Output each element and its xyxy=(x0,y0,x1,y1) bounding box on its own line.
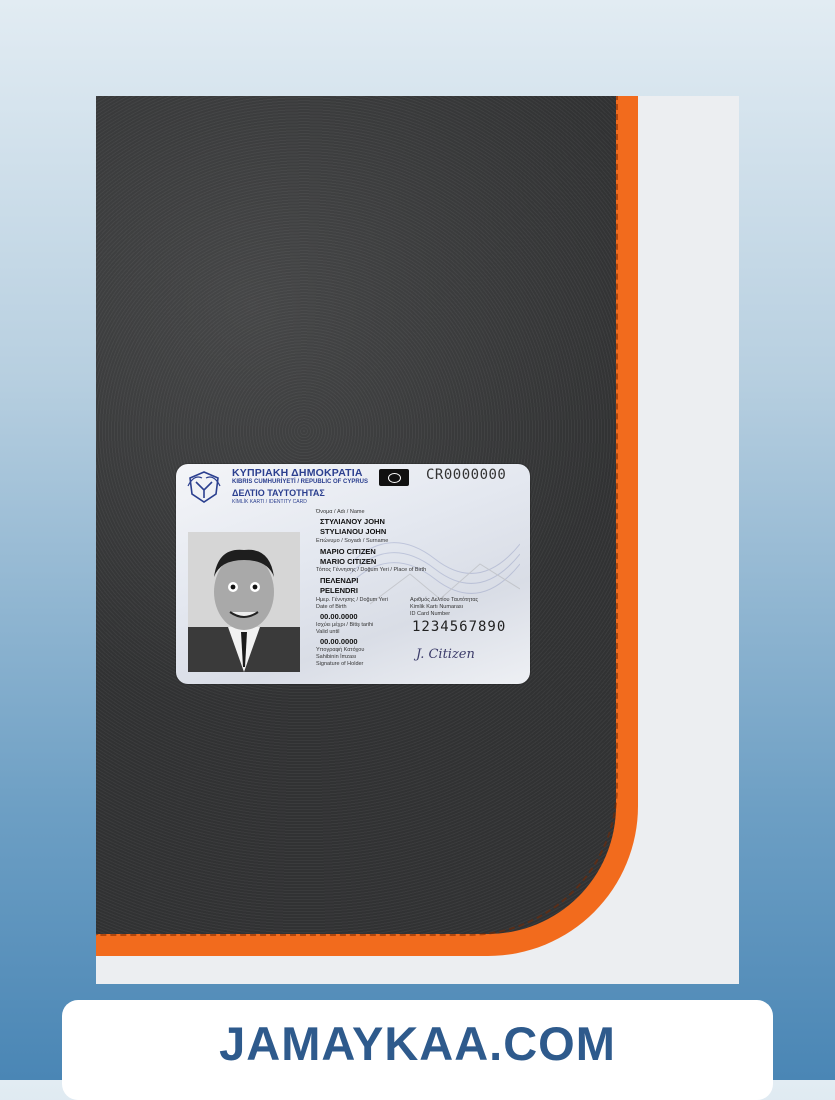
expiry-value: 00.00.0000 xyxy=(320,637,358,646)
surname-label: Επώνυμο / Soyadı / Surname xyxy=(316,538,389,544)
id-number-value: 1234567890 xyxy=(412,619,507,635)
dob-label: Ημερ. Γέννησης / Doğum Yeri xyxy=(316,597,388,603)
card-number-top: CR0000000 xyxy=(426,467,507,483)
card-issuer-translit: KIBRIS CUMHURİYETİ / REPUBLIC OF CYPRUS xyxy=(232,479,369,485)
signature-label-en: Signature of Holder xyxy=(316,661,364,667)
name-greek: ΣΤΥΛΙΑΝΟΥ JOHN xyxy=(320,517,385,526)
dob-label-en: Date of Birth xyxy=(316,604,347,610)
name-label: Όνομα / Adı / Name xyxy=(316,509,365,515)
identity-card xyxy=(176,464,530,684)
expiry-label-en: Valid until xyxy=(316,629,340,635)
signature-label-tr: Sahibinin İmzası xyxy=(316,654,357,660)
name-latin: STYLIANOU JOHN xyxy=(320,527,387,536)
cyprus-emblem-icon xyxy=(184,468,224,506)
dob-value: 00.00.0000 xyxy=(320,612,358,621)
card-issuer-greek: ΚΥΠΡΙΑΚΗ ΔΗΜΟΚΡΑΤΙΑ xyxy=(232,467,363,479)
id-number-label-en: ID Card Number xyxy=(410,611,451,617)
holder-signature: J. Citizen xyxy=(416,647,475,662)
site-name: JAMAYKAA.COM xyxy=(219,1017,616,1070)
site-banner xyxy=(62,1000,773,1100)
product-photo xyxy=(96,96,739,984)
card-doc-title: ΔΕΛΤΙΟ ΤΑΥΤΟΤΗΤΑΣ xyxy=(232,488,325,498)
contactless-chip-icon xyxy=(379,469,409,486)
id-number-label-tr: Kimlik Kartı Numarası xyxy=(410,604,464,610)
expiry-label: Ισχύει μέχρι / Bitiş tarihi xyxy=(316,622,374,628)
surname-greek: ΜΑΡΙΟ CITIZEN xyxy=(320,547,376,556)
signature-label-gr: Υπογραφή Κατόχου xyxy=(316,647,365,653)
card-doc-title-translit: KİMLİK KARTI / IDENTITY CARD xyxy=(232,499,307,505)
birthplace-greek: ΠΕΛΕΝΔΡΙ xyxy=(320,576,359,585)
holder-portrait xyxy=(188,532,300,672)
surname-latin: MARIO CITIZEN xyxy=(320,557,377,566)
id-number-label-gr: Αριθμός Δελτίου Ταυτότητας xyxy=(410,597,479,603)
birthplace-latin: PELENDRI xyxy=(320,586,358,595)
birthplace-label: Τόπος Γέννησης / Doğum Yeri / Place of Birth xyxy=(316,567,427,573)
